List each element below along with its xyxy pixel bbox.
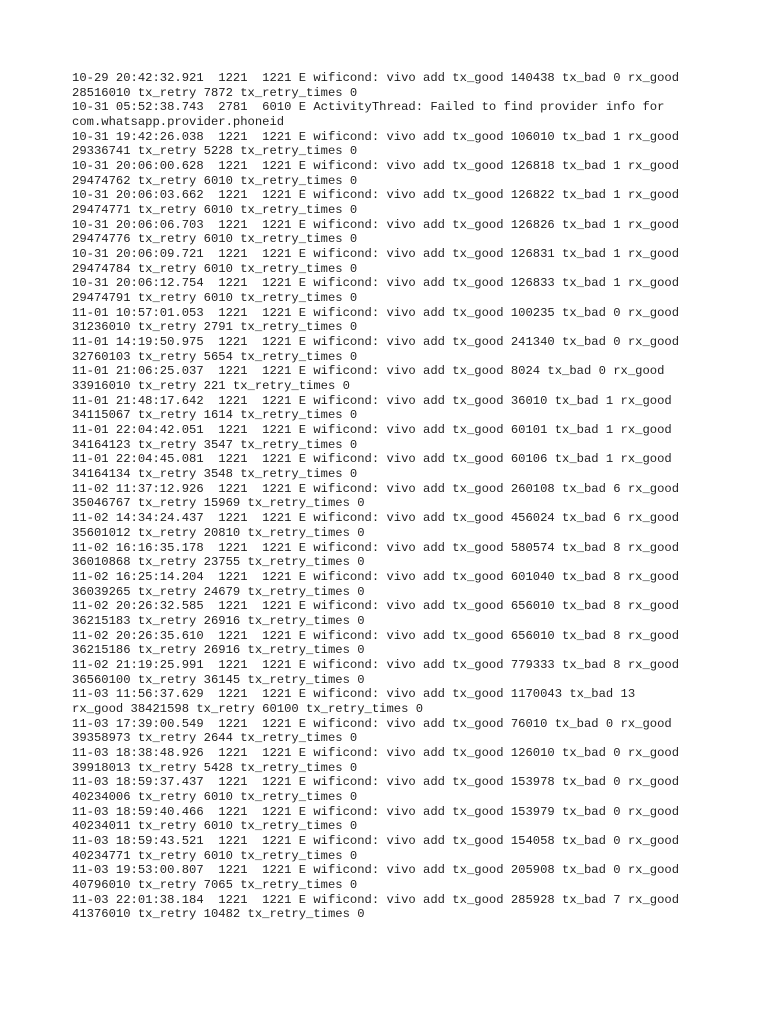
log-line: 11-03 22:01:38.184 1221 1221 E wificond: vivo add tx_good 285928 tx_bad 7 rx_good — [72, 892, 680, 907]
log-line: rx_good 38421598 tx_retry 60100 tx_retry_times 0 — [72, 701, 424, 716]
log-line: 29474784 tx_retry 6010 tx_retry_times 0 — [72, 261, 358, 276]
log-line: 11-01 14:19:50.975 1221 1221 E wificond: vivo add tx_good 241340 tx_bad 0 rx_good — [72, 335, 680, 350]
log-line: 11-02 11:37:12.926 1221 1221 E wificond: vivo add tx_good 260108 tx_bad 6 rx_good — [72, 481, 680, 496]
log-line: 36010868 tx_retry 23755 tx_retry_times 0 — [72, 555, 365, 570]
log-line: 31236010 tx_retry 2791 tx_retry_times 0 — [72, 320, 358, 335]
log-line: 11-03 17:39:00.549 1221 1221 E wificond: vivo add tx_good 76010 tx_bad 0 rx_good — [72, 716, 672, 731]
log-line: 11-02 21:19:25.991 1221 1221 E wificond: vivo add tx_good 779333 tx_bad 8 rx_good — [72, 657, 680, 672]
log-line: 29474791 tx_retry 6010 tx_retry_times 0 — [72, 291, 358, 306]
log-line: 29474776 tx_retry 6010 tx_retry_times 0 — [72, 232, 358, 247]
log-line: 36039265 tx_retry 24679 tx_retry_times 0 — [72, 584, 365, 599]
log-line: 10-31 20:06:12.754 1221 1221 E wificond: vivo add tx_good 126833 tx_bad 1 rx_good — [72, 276, 680, 291]
log-line: 34164134 tx_retry 3548 tx_retry_times 0 — [72, 467, 358, 482]
log-line: 33916010 tx_retry 221 tx_retry_times 0 — [72, 379, 350, 394]
log-line: 35046767 tx_retry 15969 tx_retry_times 0 — [72, 496, 365, 511]
log-line: 10-31 19:42:26.038 1221 1221 E wificond: vivo add tx_good 106010 tx_bad 1 rx_good — [72, 129, 680, 144]
log-line: 11-03 18:59:43.521 1221 1221 E wificond: vivo add tx_good 154058 tx_bad 0 rx_good — [72, 833, 680, 848]
log-line: 32760103 tx_retry 5654 tx_retry_times 0 — [72, 349, 358, 364]
log-line: 11-02 14:34:24.437 1221 1221 E wificond: vivo add tx_good 456024 tx_bad 6 rx_good — [72, 511, 680, 526]
log-line: 11-03 18:38:48.926 1221 1221 E wificond: vivo add tx_good 126010 tx_bad 0 rx_good — [72, 745, 680, 760]
log-line: 11-02 16:25:14.204 1221 1221 E wificond: vivo add tx_good 601040 tx_bad 8 rx_good — [72, 569, 680, 584]
log-line: 11-03 18:59:40.466 1221 1221 E wificond: vivo add tx_good 153979 tx_bad 0 rx_good — [72, 804, 680, 819]
log-line: com.whatsapp.provider.phoneid — [72, 115, 285, 130]
log-line: 41376010 tx_retry 10482 tx_retry_times 0 — [72, 907, 365, 922]
log-line: 10-31 20:06:00.628 1221 1221 E wificond: vivo add tx_good 126818 tx_bad 1 rx_good — [72, 159, 680, 174]
log-line: 40234006 tx_retry 6010 tx_retry_times 0 — [72, 789, 358, 804]
log-line: 10-29 20:42:32.921 1221 1221 E wificond: vivo add tx_good 140438 tx_bad 0 rx_good — [72, 71, 680, 85]
log-line: 29336741 tx_retry 5228 tx_retry_times 0 — [72, 144, 358, 159]
log-line: 34115067 tx_retry 1614 tx_retry_times 0 — [72, 408, 358, 423]
log-line: 29474762 tx_retry 6010 tx_retry_times 0 — [72, 173, 358, 188]
log-line: 11-03 19:53:00.807 1221 1221 E wificond: vivo add tx_good 205908 tx_bad 0 rx_good — [72, 863, 680, 878]
log-line: 40234011 tx_retry 6010 tx_retry_times 0 — [72, 819, 358, 834]
log-line: 11-01 21:06:25.037 1221 1221 E wificond: vivo add tx_good 8024 tx_bad 0 rx_good — [72, 364, 665, 379]
log-line: 11-03 18:59:37.437 1221 1221 E wificond: vivo add tx_good 153978 tx_bad 0 rx_good — [72, 775, 680, 790]
log-line: 10-31 05:52:38.743 2781 6010 E ActivityThread: Failed to find provider info for — [72, 100, 665, 115]
log-line: 40796010 tx_retry 7065 tx_retry_times 0 — [72, 877, 358, 892]
log-line: 36215183 tx_retry 26916 tx_retry_times 0 — [72, 613, 365, 628]
log-text-block — [72, 71, 712, 922]
log-line: 34164123 tx_retry 3547 tx_retry_times 0 — [72, 437, 358, 452]
log-line: 36560100 tx_retry 36145 tx_retry_times 0 — [72, 672, 365, 687]
log-line: 11-02 20:26:35.610 1221 1221 E wificond: vivo add tx_good 656010 tx_bad 8 rx_good — [72, 628, 680, 643]
log-line: 11-01 21:48:17.642 1221 1221 E wificond: vivo add tx_good 36010 tx_bad 1 rx_good — [72, 393, 672, 408]
log-line: 10-31 20:06:06.703 1221 1221 E wificond: vivo add tx_good 126826 tx_bad 1 rx_good — [72, 217, 680, 232]
log-line: 11-02 16:16:35.178 1221 1221 E wificond: vivo add tx_good 580574 tx_bad 8 rx_good — [72, 540, 680, 555]
log-line: 40234771 tx_retry 6010 tx_retry_times 0 — [72, 848, 358, 863]
log-line: 36215186 tx_retry 26916 tx_retry_times 0 — [72, 643, 365, 658]
log-line: 11-03 11:56:37.629 1221 1221 E wificond: vivo add tx_good 1170043 tx_bad 13 — [72, 687, 636, 702]
log-line: 11-01 22:04:42.051 1221 1221 E wificond: vivo add tx_good 60101 tx_bad 1 rx_good — [72, 423, 672, 438]
log-line: 11-01 10:57:01.053 1221 1221 E wificond: vivo add tx_good 100235 tx_bad 0 rx_good — [72, 305, 680, 320]
log-line: 35601012 tx_retry 20810 tx_retry_times 0 — [72, 525, 365, 540]
log-line: 29474771 tx_retry 6010 tx_retry_times 0 — [72, 203, 358, 218]
log-line: 11-02 20:26:32.585 1221 1221 E wificond: vivo add tx_good 656010 tx_bad 8 rx_good — [72, 599, 680, 614]
log-line: 28516010 tx_retry 7872 tx_retry_times 0 — [72, 85, 358, 100]
log-line: 39358973 tx_retry 2644 tx_retry_times 0 — [72, 731, 358, 746]
log-line: 11-01 22:04:45.081 1221 1221 E wificond: vivo add tx_good 60106 tx_bad 1 rx_good — [72, 452, 672, 467]
log-line: 10-31 20:06:03.662 1221 1221 E wificond: vivo add tx_good 126822 tx_bad 1 rx_good — [72, 188, 680, 203]
log-line: 10-31 20:06:09.721 1221 1221 E wificond: vivo add tx_good 126831 tx_bad 1 rx_good — [72, 247, 680, 262]
log-line: 39918013 tx_retry 5428 tx_retry_times 0 — [72, 760, 358, 775]
